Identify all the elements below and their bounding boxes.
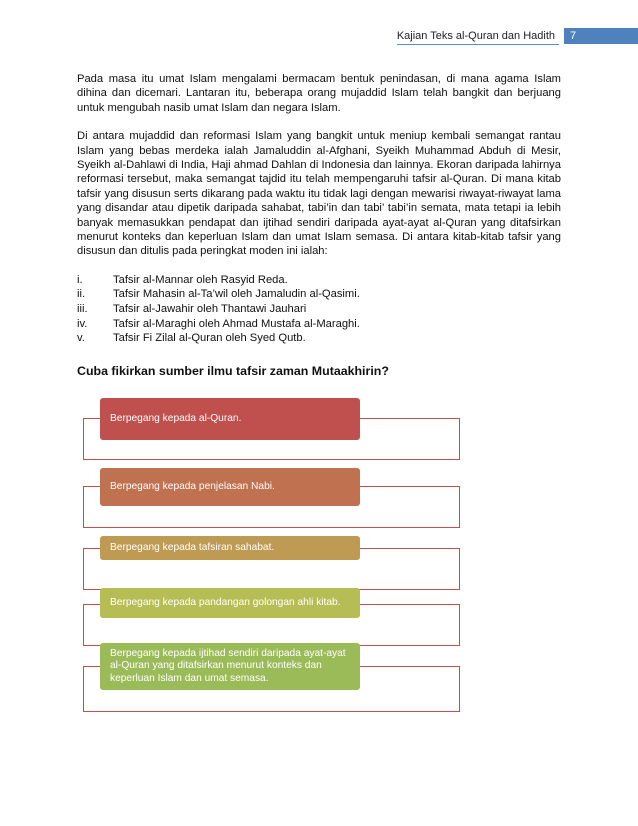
page-header bbox=[0, 28, 638, 46]
body-content bbox=[77, 72, 561, 346]
list-item-text: Tafsir al-Mannar oleh Rasyid Reda. bbox=[113, 273, 288, 286]
paragraph-1: Pada masa itu umat Islam mengalami bermacam bentuk penindasan, di mana agama Islam dihina dan dicemari. Lantaran itu, beberapa orang mujaddid Islam telah bangkit dan berjuang untuk mengubah nasib umat Islam dan negara Islam. bbox=[77, 73, 561, 114]
list-item-number: ii. bbox=[77, 288, 86, 301]
list-item-text: Tafsir al-Jawahir oleh Thantawi Jauhari bbox=[113, 303, 307, 316]
tafsir-list bbox=[77, 273, 561, 346]
diagram-item-1 bbox=[100, 398, 360, 440]
diagram-item-label: Berpegang kepada pandangan golongan ahli kitab. bbox=[110, 596, 341, 608]
list-item-text: Tafsir al-Maraghi oleh Ahmad Mustafa al-Maraghi. bbox=[113, 317, 360, 330]
list-item-number: i. bbox=[77, 273, 83, 286]
list-item bbox=[77, 273, 561, 288]
list-item bbox=[77, 287, 561, 302]
list-item bbox=[77, 302, 561, 317]
diagram-item-label: Berpegang kepada penjelasan Nabi. bbox=[110, 480, 275, 492]
list-item-number: iv. bbox=[77, 317, 88, 330]
diagram-item-label: Berpegang kepada tafsiran sahabat. bbox=[110, 541, 275, 553]
diagram-item-5 bbox=[100, 643, 360, 690]
diagram-item-2 bbox=[100, 468, 360, 506]
list-item-text: Tafsir Fi Zilal al-Quran oleh Syed Qutb. bbox=[113, 332, 306, 345]
list-item-number: v. bbox=[77, 332, 85, 345]
list-item bbox=[77, 317, 561, 332]
list-item bbox=[77, 331, 561, 346]
list-item-text: Tafsir Mahasin al-Ta’wil oleh Jamaludin al-Qasimi. bbox=[113, 288, 360, 301]
page-number-box bbox=[564, 28, 638, 44]
question-heading: Cuba fikirkan sumber ilmu tafsir zaman Mutaakhirin? bbox=[77, 364, 389, 378]
page-number: 7 bbox=[570, 30, 577, 42]
diagram-item-label: Berpegang kepada al-Quran. bbox=[110, 412, 242, 424]
header-title: Kajian Teks al-Quran dan Hadith bbox=[396, 30, 555, 42]
diagram-item-4 bbox=[100, 588, 360, 618]
paragraph-2: Di antara mujaddid dan reformasi Islam yang bangkit untuk meniup kembali semangat rantau Islam yang bebas merdeka ialah Jamaluddin al-Afghani, Syeikh Muhammad Abduh di Mesir, Syeikh al-Dahlawi di India, Haji ahmad Dahlan di Indonesia dan lainnya. Ekoran daripada lahirnya reformasi tersebut, maka semangat tajdid itu telah mempengaruhi tafsir al-Quran. Di mana kitab tafsir yang disusun serts dikarang pada waktu itu tidak lagi dengan mewarisi riwayat-riwayat lama yang disandar atau dipetik daripada sahabat, tabi’in dan tabi’ tabi’in semata, mata tetapi ia lebih banyak memasukkan pendapat dan ijtihad sendiri daripada ayat-ayat al-Quran yang ditafsirkan menurut konteks dan keperluan Islam dan umat Islam semasa. Di antara kitab-kitab tafsir yang disusun dan ditulis pada peringkat moden ini ialah: bbox=[77, 130, 561, 258]
list-item-number: iii. bbox=[77, 303, 88, 316]
diagram-item-label: Berpegang kepada ijtihad sendiri daripada ayat-ayat al-Quran yang ditafsirkan menurut konteks dan keperluan Islam dan umat semasa. bbox=[110, 647, 346, 684]
header-rule bbox=[397, 44, 559, 45]
diagram-item-3 bbox=[100, 536, 360, 560]
